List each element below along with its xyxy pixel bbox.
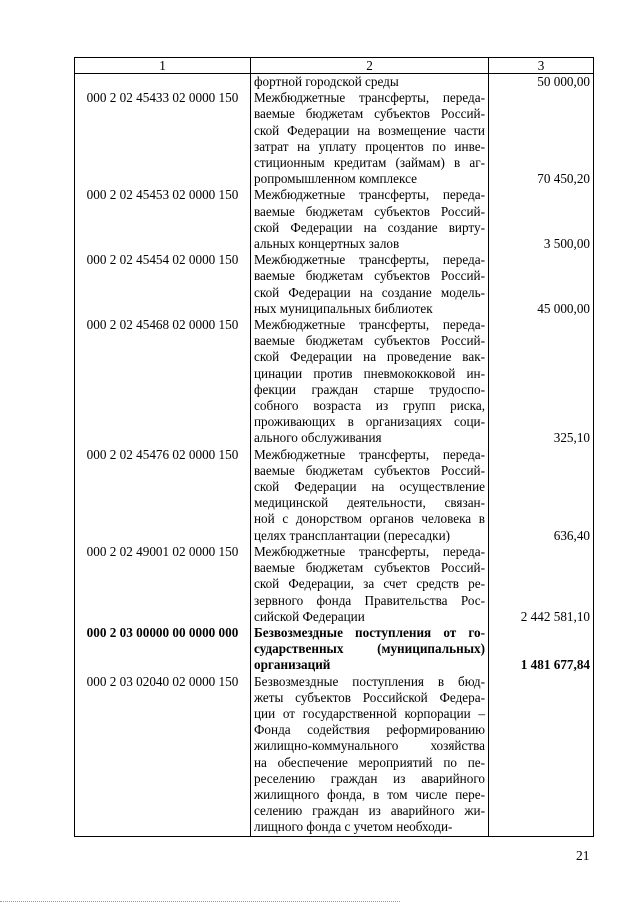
description-line: селению граждан из аварийного жи-	[254, 803, 485, 819]
description-line: фортной городской среды	[254, 74, 399, 89]
description-line: ального обслуживания	[254, 430, 382, 446]
description-cell	[251, 90, 489, 187]
description-line: медицинской деятельности, связан-	[254, 495, 485, 511]
description-cell	[251, 447, 489, 544]
description-line: ской Федерации, за счет средств ре-	[254, 576, 485, 592]
amount-value: 70 450,20	[537, 171, 590, 187]
budget-code-cell: 000 2 02 45453 02 0000 150	[75, 187, 251, 252]
description-line: цинации против пневмококковой ин-	[254, 365, 485, 381]
description-line: реселению граждан из аварийного	[254, 770, 485, 786]
description-line: Межбюджетные трансферты, переда-	[254, 252, 485, 268]
description-line: ской Федерации на создание модель-	[254, 284, 485, 300]
description-line: ской Федерации на создание вирту-	[254, 219, 485, 235]
description-line: Межбюджетные трансферты, переда-	[254, 317, 485, 333]
description-line: сударственных (муниципальных)	[254, 641, 485, 657]
description-line: проживающих в организациях соци-	[254, 414, 485, 430]
description-line: ции от государственной корпорации –	[254, 705, 485, 721]
amount-value: 1 481 677,84	[520, 657, 590, 673]
description-line: ропромышленном комплексе	[254, 171, 417, 187]
description-line: фекции граждан старше трудоспо-	[254, 381, 485, 397]
description-line: стиционным кредитам (займам) в аг-	[254, 155, 485, 171]
description-cell	[251, 544, 489, 625]
description-line: ваемые бюджетам субъектов Россий-	[254, 106, 485, 122]
amount-cell	[489, 544, 594, 625]
table-body	[75, 74, 594, 837]
description-cell	[251, 674, 489, 837]
description-line: ных муниципальных библиотек	[254, 300, 433, 316]
description-line: Безвозмездные поступления от го-	[254, 624, 485, 640]
description-line: жилищно-коммунального хозяйства	[254, 738, 485, 754]
description-line: жеты субъектов Российской Федера-	[254, 689, 485, 705]
column-header-amount: 3	[489, 58, 594, 74]
description-line: ваемые бюджетам субъектов Россий-	[254, 560, 485, 576]
budget-code-cell	[75, 74, 251, 91]
table-row	[75, 625, 594, 674]
description-line: лищного фонда с учетом необходи-	[254, 819, 453, 835]
table-row	[75, 74, 594, 91]
table-row	[75, 90, 594, 187]
table-row	[75, 544, 594, 625]
amount-cell	[489, 90, 594, 187]
budget-code-cell: 000 2 02 45468 02 0000 150	[75, 317, 251, 447]
table-row	[75, 447, 594, 544]
budget-code-cell: 000 2 02 45454 02 0000 150	[75, 252, 251, 317]
amount-value: 45 000,00	[537, 300, 590, 316]
table-row	[75, 317, 594, 447]
description-line: зервного фонда Правительства Рос-	[254, 592, 485, 608]
amount-value: 636,40	[553, 527, 590, 543]
footer-rule	[0, 901, 400, 902]
description-line: ской Федерации на возмещение части	[254, 122, 485, 138]
amount-cell	[489, 187, 594, 252]
amount-value: 50 000,00	[537, 74, 590, 89]
description-line: Безвозмездные поступления в бюд-	[254, 673, 485, 689]
description-line: Фонда содействия реформированию	[254, 722, 485, 738]
description-line: Межбюджетные трансферты, переда-	[254, 446, 485, 462]
column-header-code: 1	[75, 58, 251, 74]
description-line: сийской Федерации	[254, 608, 365, 624]
description-line: ваемые бюджетам субъектов Россий-	[254, 203, 485, 219]
description-line: ваемые бюджетам субъектов Россий-	[254, 268, 485, 284]
description-line: жилищного фонда, в том числе пере-	[254, 786, 485, 802]
amount-cell	[489, 674, 594, 837]
description-line: организаций	[254, 657, 331, 673]
amount-cell	[489, 447, 594, 544]
budget-table	[74, 57, 594, 837]
description-line: ской Федерации на проведение вак-	[254, 349, 485, 365]
budget-code-cell: 000 2 02 45433 02 0000 150	[75, 90, 251, 187]
description-line: ваемые бюджетам субъектов Россий-	[254, 333, 485, 349]
description-cell	[251, 187, 489, 252]
description-line: на обеспечение мероприятий по пе-	[254, 754, 485, 770]
column-header-description: 2	[251, 58, 489, 74]
amount-value: 325,10	[553, 430, 590, 446]
amount-cell	[489, 252, 594, 317]
description-line: Межбюджетные трансферты, переда-	[254, 90, 485, 106]
description-cell	[251, 625, 489, 674]
amount-cell	[489, 74, 594, 91]
description-line: альных концертных залов	[254, 236, 400, 252]
amount-cell	[489, 317, 594, 447]
description-line: затрат на уплату процентов по инве-	[254, 138, 485, 154]
description-cell	[251, 252, 489, 317]
description-line: ной с донорством органов человека в	[254, 511, 485, 527]
description-line: Межбюджетные трансферты, переда-	[254, 543, 485, 559]
budget-code-cell: 000 2 03 00000 00 0000 000	[75, 625, 251, 674]
table-header-row	[75, 58, 594, 74]
budget-code-cell: 000 2 03 02040 02 0000 150	[75, 674, 251, 837]
amount-cell	[489, 625, 594, 674]
amount-value: 2 442 581,10	[520, 608, 590, 624]
description-cell	[251, 74, 489, 91]
amount-value: 3 500,00	[543, 236, 590, 252]
table-row	[75, 674, 594, 837]
page-number: 21	[576, 848, 590, 863]
description-line: ваемые бюджетам субъектов Россий-	[254, 462, 485, 478]
table-row	[75, 252, 594, 317]
description-line: ской Федерации на осуществление	[254, 479, 485, 495]
description-cell	[251, 317, 489, 447]
description-line: собного возраста из групп риска,	[254, 398, 485, 414]
description-line: целях трансплантации (пересадки)	[254, 527, 451, 543]
budget-code-cell: 000 2 02 49001 02 0000 150	[75, 544, 251, 625]
budget-code-cell: 000 2 02 45476 02 0000 150	[75, 447, 251, 544]
description-line: Межбюджетные трансферты, переда-	[254, 187, 485, 203]
table-row	[75, 187, 594, 252]
